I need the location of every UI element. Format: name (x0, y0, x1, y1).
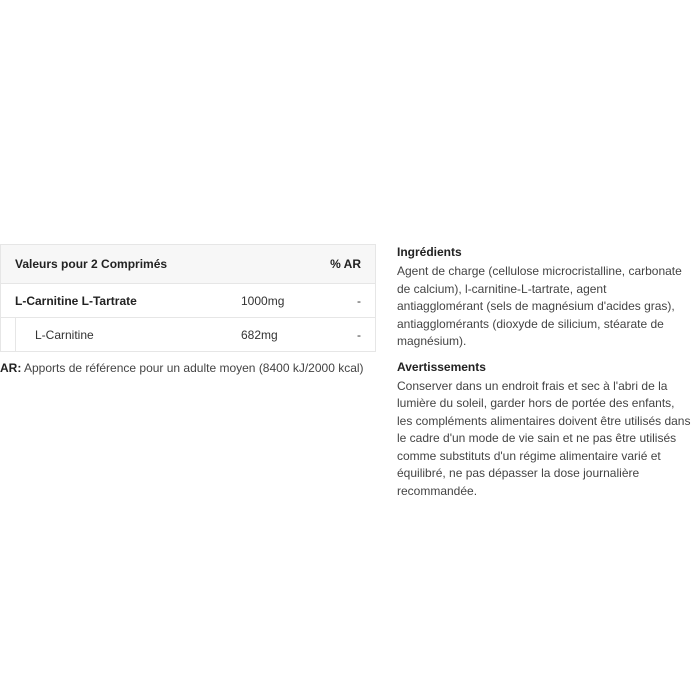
indent-divider (15, 318, 16, 351)
row-name: L-Carnitine L-Tartrate (15, 293, 137, 308)
header-name: Valeurs pour 2 Comprimés (15, 257, 168, 271)
row-amount: 682mg (241, 327, 278, 342)
header-ar: % AR (330, 257, 361, 271)
ingredients-text: Agent de charge (cellulose microcristalline, carbonate de calcium), l-carnitine-L-tartrate, agent antiagglomérant (sels de magnésium d'acides gras), antiagglomérants (dioxyde de silicium, stéarate de magnésium). (397, 264, 682, 348)
warnings-section (397, 359, 693, 501)
product-info (397, 244, 693, 500)
table-row (1, 317, 375, 351)
ar-footnote-text: Apports de référence pour un adulte moyen (8400 kJ/2000 kcal) (21, 361, 364, 375)
row-ar: - (357, 327, 361, 342)
table-row (1, 283, 375, 317)
ar-footnote (0, 360, 376, 376)
warnings-text: Conserver dans un endroit frais et sec à l'abri de la lumière du soleil, garder hors de portée des enfants, les compléments alimentaires doivent être utilisés dans le cadre d'un mode de vie sain et ne pas être utilisés comme substituts d'un régime alimentaire varié et équilibré, ne pas dépasser la dose journalière recommandée. (397, 378, 691, 498)
warnings-title: Avertissements (397, 359, 486, 374)
ar-footnote-key: AR: (0, 361, 22, 375)
table-header-row (1, 245, 375, 283)
nutrition-table (0, 244, 376, 352)
ingredients-section (397, 244, 693, 351)
nutrition-panel (0, 244, 376, 376)
row-amount: 1000mg (241, 293, 285, 308)
ingredients-title: Ingrédients (397, 245, 462, 259)
row-name: L-Carnitine (35, 327, 94, 342)
row-ar: - (357, 293, 361, 308)
